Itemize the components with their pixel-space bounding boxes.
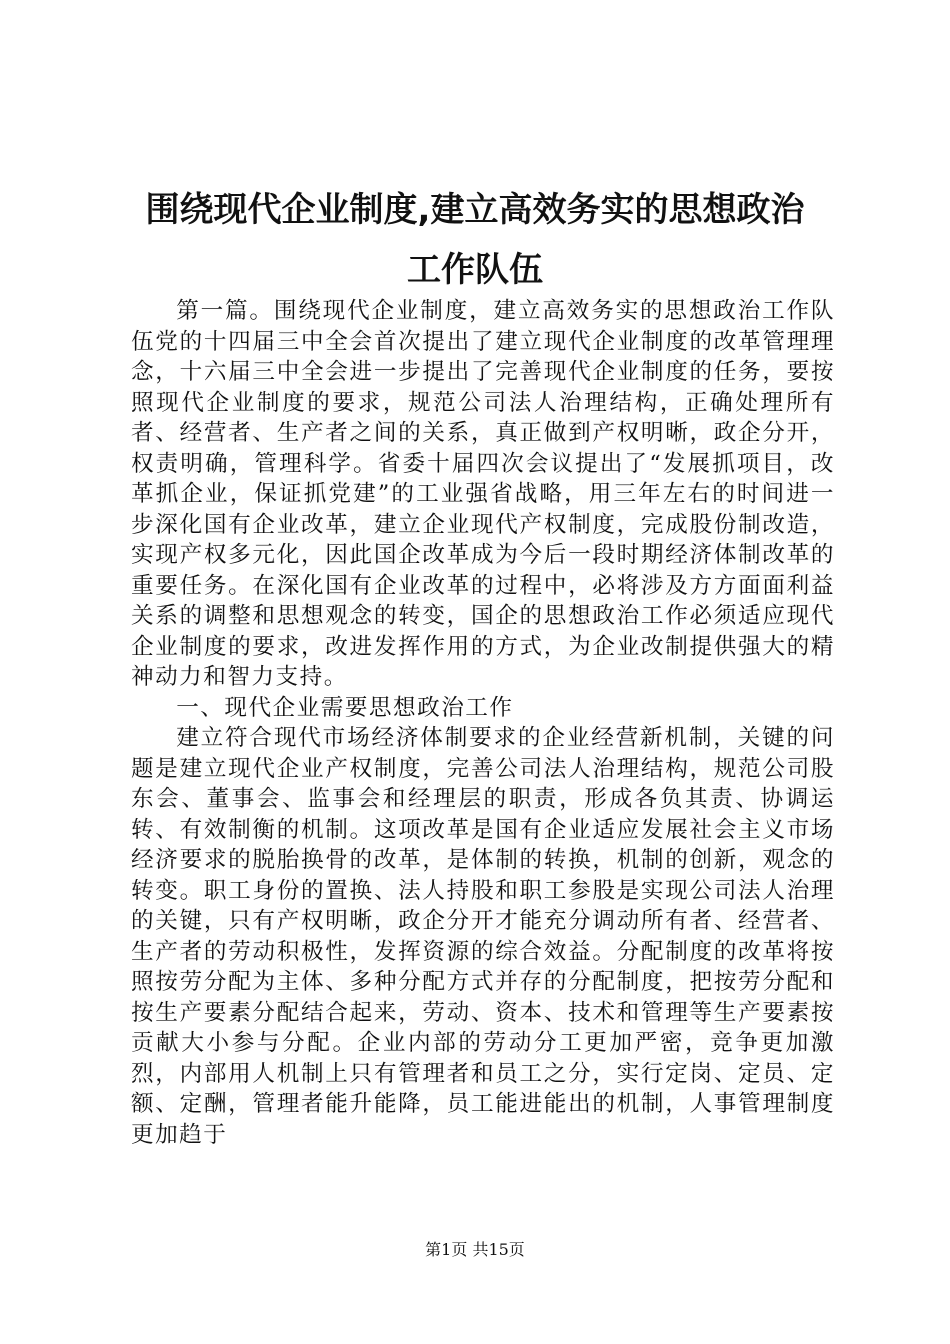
document-title-line-2: 工作队伍 (407, 250, 543, 290)
paragraph-section-one: 建立符合现代市场经济体制要求的企业经营新机制，关键的问题是建立现代企业产权制度，完善公司法人治理结构，规范公司股东会、董事会、监事会和经理层的职责，形成各负其责、协调运转、有效制衡的机制。这项改革是国有企业适应发展社会主义市场经济要求的脱胎换骨的改革，是体制的转换，机制的创新，观念的转变。职工身份的置换、法人持股和职工参股是实现公司法人治理的关键，只有产权明晰，政企分开才能充分调动所有者、经营者、生产者的劳动积极性，发挥资源的综合效益。分配制度的改革将按照按劳分配为主体、多种分配方式并存的分配制度，把按劳分配和按生产要素分配结合起来，劳动、资本、技术和管理等生产要素按贡献大小参与分配。企业内部的劳动分工更加严密，竞争更加激烈，内部用人机制上只有管理者和员工之分，实行定岗、定员、定额、定酬，管理者能升能降，员工能进能出的机制，人事管理制度更加趋于 (131, 725, 835, 1148)
document-body (131, 296, 835, 1150)
paragraph-intro: 第一篇。围绕现代企业制度，建立高效务实的思想政治工作队伍党的十四届三中全会首次提出了建立现代企业制度的改革管理理念，十六届三中全会进一步提出了完善现代企业制度的任务，要按照现代企业制度的要求，规范公司法人治理结构，正确处理所有者、经营者、生产者之间的关系，真正做到产权明晰，政企分开，权责明确，管理科学。省委十届四次会议提出了“发展抓项目，改革抓企业，保证抓党建”的工业强省战略，用三年左右的时间进一步深化国有企业改革，建立企业现代产权制度，完成股份制改造，实现产权多元化，因此国企改革成为今后一段时期经济体制改革的重要任务。在深化国有企业改革的过程中，必将涉及方方面面利益关系的调整和思想观念的转变，国企的思想政治工作必须适应现代企业制度的要求，改进发挥作用的方式，为企业改制提供强大的精神动力和智力支持。 (131, 298, 835, 690)
page-number-footer: 第1页 共15页 (425, 1240, 525, 1259)
document-title-line-1: 围绕现代企业制度,建立高效务实的思想政治 (145, 190, 805, 230)
section-heading: 一、现代企业需要思想政治工作 (176, 694, 514, 721)
